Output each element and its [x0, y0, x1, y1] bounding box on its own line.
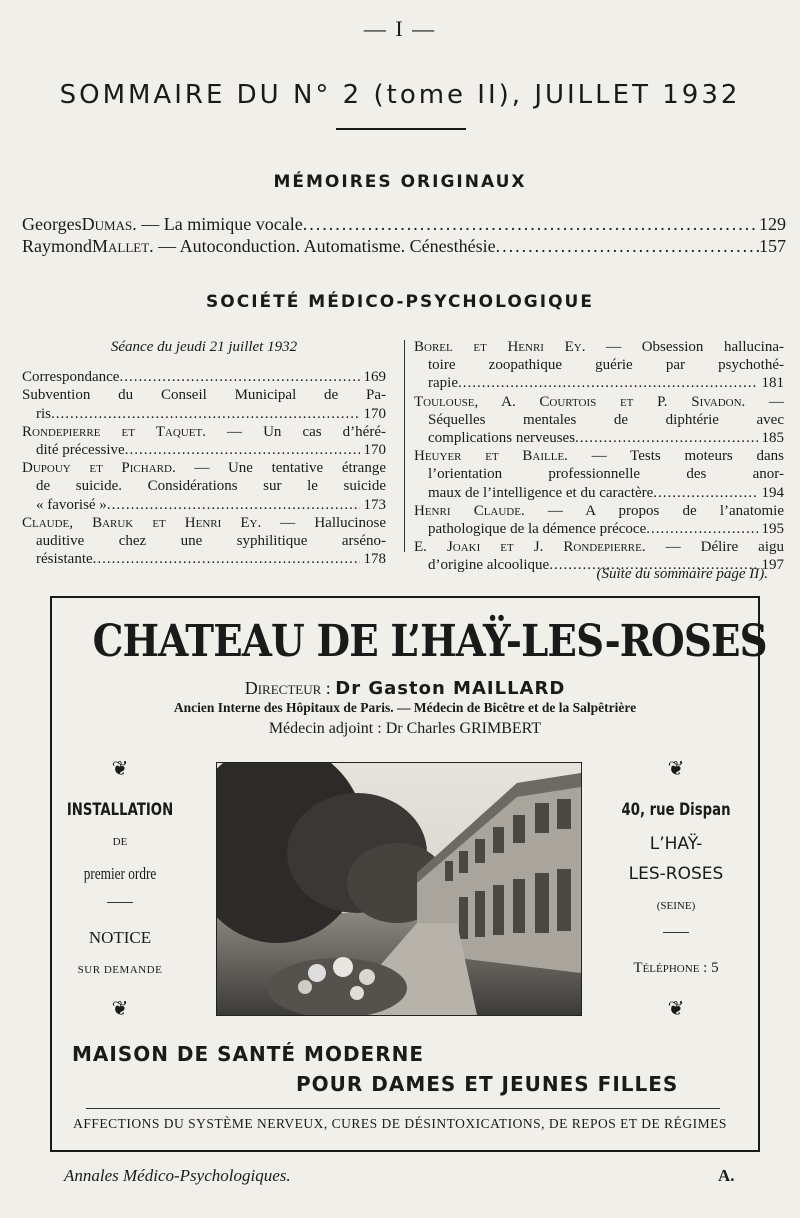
page-ref: 185 [761, 430, 784, 447]
entry-text: complications nerveuses [428, 430, 576, 447]
author-first: Georges [22, 214, 82, 234]
page-ref: 173 [363, 496, 386, 513]
ad-seine: (SEINE) [656, 900, 696, 912]
toc-entry-dupouy[interactable] [22, 459, 386, 514]
leader-dots [119, 368, 359, 386]
seance-date: Séance du jeudi 21 juillet 1932 [110, 339, 298, 355]
entry-author: Borel et Henri Ey [414, 339, 582, 355]
leader-dots [458, 374, 758, 392]
summary-title: SOMMAIRE DU N° 2 (tome II), JUILLET 1932 [59, 80, 741, 110]
suite-note: (Suite du sommaire page II). [596, 566, 768, 582]
entry-text: toire zoopathique guérie par psychothé- [428, 357, 784, 374]
leader-dots [575, 429, 757, 447]
leader-dots [93, 550, 360, 568]
toc-entry-heuyer[interactable] [414, 447, 784, 502]
societe-right-column [414, 338, 784, 575]
entry-text: . — Une tentative étrange [171, 460, 386, 477]
author-last: Dumas [81, 214, 133, 234]
entry-author: Heuyer et Baille [414, 448, 565, 465]
page-ref: 178 [363, 551, 386, 568]
entry-text: ris [36, 405, 51, 422]
entry-text: résistante [36, 551, 93, 568]
entry-text: rapie [428, 375, 458, 392]
leader-dots [125, 441, 360, 459]
entry-text: . — Obsession hallucina- [581, 339, 784, 355]
ad-premier-ordre: premier ordre [83, 864, 157, 883]
entry-text: Correspondance [22, 369, 120, 386]
entry-text: Séquelles mentales de diphtérie avec [428, 411, 784, 428]
toc-entry-henri-claude[interactable] [414, 502, 784, 538]
memoire-entry-mallet[interactable] [22, 236, 786, 257]
leader-dots [303, 214, 759, 235]
ad-short-rule [107, 902, 133, 903]
leader-dots [107, 496, 360, 514]
ad-installation: INSTALLATION [66, 800, 174, 820]
title-rule [336, 128, 466, 130]
page-ref: 194 [761, 484, 784, 501]
ad-telephone: Téléphone : 5 [633, 960, 719, 976]
journal-name: Annales Médico-Psychologiques. [64, 1166, 291, 1185]
societe-heading: SOCIÉTÉ MÉDICO-PSYCHOLOGIQUE [206, 292, 594, 312]
ad-affections: AFFECTIONS DU SYSTÈME NERVEUX, CURES DE DÉSINTOXICATIONS, DE REPOS ET DE RÉGIMES [73, 1116, 727, 1131]
ad-de: DE [112, 836, 128, 848]
memoire-title: . — Autoconduction. Automatisme. Cénesthésie [149, 236, 496, 256]
memoire-title: . — La mimique vocale [132, 214, 303, 234]
entry-text: . — Délire aigu [641, 539, 784, 556]
ornament-icon: ❦ [667, 998, 685, 1020]
ad-maison-line-2: POUR DAMES ET JEUNES FILLES [296, 1072, 679, 1096]
toc-entry-subvention[interactable] [22, 386, 386, 422]
leader-dots [653, 484, 757, 502]
memoire-entry-dumas[interactable] [22, 214, 786, 235]
ad-title: CHATEAU DE L’HAŸ-LES-ROSES [92, 616, 767, 667]
toc-entry-claude-baruk[interactable] [22, 514, 386, 569]
entry-author: Claude, Baruk et Henri Ey [22, 514, 258, 531]
entry-text: de suicide. Considérations sur le suicide [36, 478, 386, 495]
entry-text: . — [741, 393, 784, 410]
page-ref: 195 [761, 521, 784, 538]
entry-text: dité précessive [36, 442, 125, 459]
entry-text: l’orientation professionnelle des anor- [428, 466, 784, 483]
entry-text: « favorisé » [36, 496, 107, 513]
leader-dots [496, 236, 759, 257]
ornament-icon: ❦ [667, 758, 685, 780]
entry-author: Toulouse, A. Courtois et P. Sivadon [414, 393, 742, 410]
ad-town-2: LES-ROSES [628, 864, 724, 884]
page-ref: 197 [761, 557, 784, 574]
directeur-label: Directeur : [244, 678, 336, 698]
toc-entry-toulouse[interactable] [414, 393, 784, 448]
memoires-heading: MÉMOIRES ORIGINAUX [273, 172, 527, 192]
ornament-icon: ❦ [111, 998, 129, 1020]
ad-address: 40, rue Dispan [621, 800, 731, 820]
page-ref: 170 [363, 442, 386, 459]
entry-text: auditive chez une syphilitique arséno- [36, 533, 386, 550]
leader-dots [51, 405, 360, 423]
ad-adjoint: Médecin adjoint : Dr Charles GRIMBERT [268, 720, 542, 737]
column-divider [404, 340, 405, 552]
entry-text: . — Hallucinose [257, 514, 386, 531]
page-ref: 157 [759, 236, 786, 256]
ad-notice: NOTICE [88, 928, 152, 947]
toc-entry-rondepierre[interactable] [22, 423, 386, 459]
ad-directeur [50, 678, 760, 699]
ad-maison-line-1: MAISON DE SANTÉ MODERNE [72, 1042, 425, 1066]
entry-text: pathologique de la démence précoce [428, 521, 647, 538]
page-ref: 170 [363, 405, 386, 422]
entry-text: Subvention du Conseil Municipal de Pa- [22, 387, 386, 404]
page-ref: 129 [759, 214, 786, 234]
page-ref: 181 [761, 375, 784, 392]
entry-text: . — A propos de l’anatomie [520, 502, 784, 519]
entry-author: Rondepierre et Taquet [22, 423, 203, 440]
entry-text: d’origine alcoolique [428, 557, 550, 574]
entry-text: maux de l’intelligence et du caractère [428, 484, 654, 501]
author-last: Mallet [92, 236, 150, 256]
entry-author: Henri Claude [414, 502, 521, 519]
author-first: Raymond [22, 236, 92, 256]
ad-short-rule [663, 932, 689, 933]
page-ref: 169 [363, 369, 386, 386]
directeur-name: Dr Gaston MAILLARD [335, 678, 566, 699]
entry-text: . — Tests moteurs dans [564, 448, 784, 465]
ad-ancien: Ancien Interne des Hôpitaux de Paris. — Médecin de Bicêtre et de la Salpêtrière [173, 700, 637, 715]
leader-dots [646, 520, 757, 538]
societe-left-column [22, 338, 386, 568]
ad-town-1: L’HAŸ- [649, 834, 703, 854]
ornament-icon: ❦ [111, 758, 129, 780]
chateau-photo-svg [217, 763, 581, 1015]
toc-entry-correspondance[interactable] [22, 368, 386, 386]
ad-sur-demande: SUR DEMANDE [77, 964, 163, 976]
toc-entry-borel[interactable] [414, 338, 784, 393]
signature-mark: A. [718, 1166, 735, 1185]
chateau-photo [216, 762, 582, 1016]
ad-foot-rule [86, 1108, 720, 1109]
page-number: — I — [363, 16, 437, 41]
entry-author: E. Joaki et J. Rondepierre [414, 539, 642, 556]
entry-text: . — Un cas d’héré- [202, 423, 386, 440]
entry-author: Dupouy et Pichard [22, 460, 172, 477]
